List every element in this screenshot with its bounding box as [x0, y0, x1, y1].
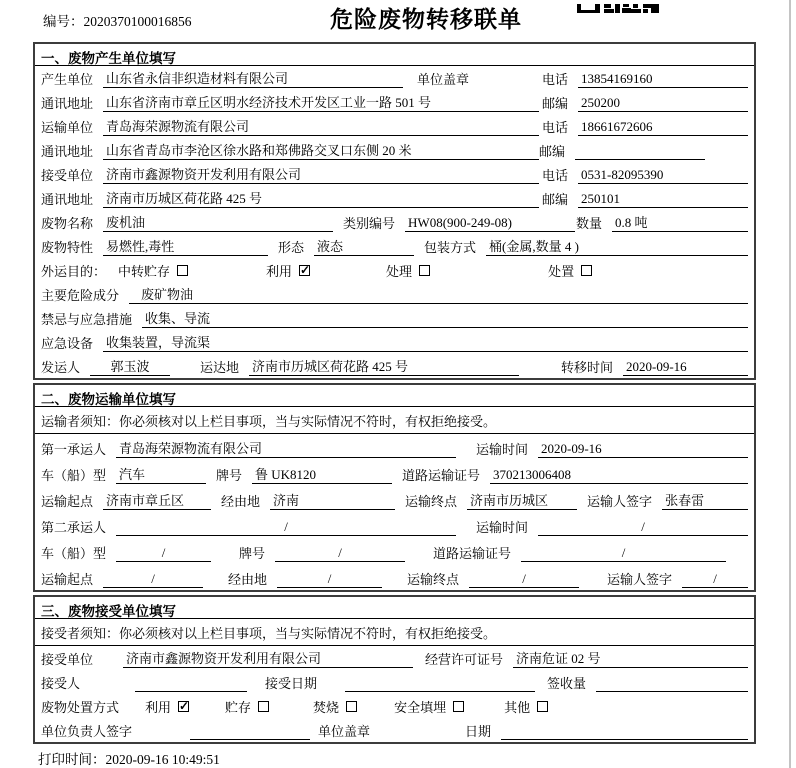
- produce-unit-label: 产生单位: [41, 72, 94, 87]
- section-producer: [33, 42, 756, 380]
- row-leader-sign: [35, 718, 754, 742]
- date-value: [501, 724, 748, 740]
- section-transporter: [33, 383, 756, 592]
- permit-label: 经营许可证号: [425, 652, 504, 667]
- row-route2: [35, 564, 754, 590]
- row-disposal-method: [35, 694, 754, 718]
- acceptor-value: [135, 676, 247, 692]
- leader-sign-label: 单位负责人签字: [41, 724, 133, 739]
- sign1-label: 运输人签字: [587, 494, 653, 509]
- transport-unit-label: 运输单位: [41, 120, 94, 135]
- sign2-label: 运输人签字: [607, 572, 673, 587]
- plate1-value: 鲁 UK8120: [252, 464, 392, 484]
- zip1-value: 250200: [578, 95, 748, 112]
- option-disposal-landfill: [394, 697, 464, 716]
- permit-value: 济南危证 02 号: [513, 648, 748, 668]
- checkbox-disposal-landfill: [453, 701, 464, 712]
- row-receiver-address: [35, 186, 754, 210]
- vehicle2-label: 车（船）型: [41, 546, 107, 561]
- row-waste-name: [35, 210, 754, 234]
- doc-number-label: 编号：: [43, 14, 84, 29]
- row-waste-character: [35, 234, 754, 258]
- section-receiver-title: 三、废物接受单位填写: [35, 597, 754, 619]
- accept-unit-value: 济南市鑫源物资开发利用有限公司: [123, 648, 413, 668]
- vehicle1-label: 车（船）型: [41, 468, 107, 483]
- hazard-label: 主要危险成分: [41, 288, 120, 303]
- waste-name-label: 废物名称: [41, 216, 94, 231]
- time1-label: 运输时间: [475, 442, 528, 457]
- taboo-value: 收集、导流: [142, 308, 748, 328]
- print-time-value: 2020-09-16 10:49:51: [105, 752, 220, 767]
- sign-qty-value: [596, 676, 748, 692]
- phone1-label: 电话: [541, 72, 568, 87]
- via1-label: 经由地: [221, 494, 261, 509]
- character-value: 易燃性,毒性: [103, 236, 268, 256]
- option-utilize: [266, 261, 310, 280]
- sender-value: 郭玉波: [90, 356, 170, 376]
- row-emergency-equipment: [35, 330, 754, 354]
- package-value: 桶(金属,数量 4 ): [486, 236, 748, 256]
- row-transport-unit: [35, 114, 754, 138]
- time2-label: 运输时间: [475, 520, 528, 535]
- row-taboo-measures: [35, 306, 754, 330]
- option-disposal-utilize-label: 利用: [145, 700, 172, 715]
- phone2-label: 电话: [541, 120, 568, 135]
- row-route1: [35, 486, 754, 512]
- start1-label: 运输起点: [41, 494, 94, 509]
- row-vehicle2: [35, 538, 754, 564]
- option-disposal-landfill-label: 安全填埋: [394, 700, 447, 715]
- checkbox-utilize: [299, 265, 310, 276]
- row-receive-unit: [35, 162, 754, 186]
- row-producer-address: [35, 90, 754, 114]
- addr3-value: 济南市历城区荷花路 425 号: [103, 188, 539, 208]
- addr2-label: 通讯地址: [41, 144, 94, 159]
- waste-name-value: 废机油: [103, 212, 333, 232]
- end1-label: 运输终点: [405, 494, 458, 509]
- zip1-label: 邮编: [541, 96, 568, 111]
- transfer-time-label: 转移时间: [560, 360, 613, 375]
- dest-label: 运达地: [200, 360, 240, 375]
- row-hazard-component: [35, 282, 754, 306]
- via2-label: 经由地: [228, 572, 268, 587]
- page-title: 危险废物转移联单: [330, 6, 522, 32]
- start1-value: 济南市章丘区: [103, 490, 211, 510]
- disposal-label: 废物处置方式: [41, 700, 120, 715]
- option-disposal-storage: [225, 697, 269, 716]
- time2-value: /: [538, 519, 748, 536]
- option-dispose-label: 处置: [548, 264, 575, 279]
- row-sender: [35, 354, 754, 378]
- phone3-label: 电话: [541, 168, 568, 183]
- option-disposal-other-label: 其他: [504, 700, 531, 715]
- option-utilize-label: 利用: [266, 264, 293, 279]
- checkbox-transfer-storage: [177, 265, 188, 276]
- accept-date-value: [345, 676, 535, 692]
- receiver-notice: 接受者须知：你必须核对以上栏目事项，当与实际情况不符时，有权拒绝接受。: [35, 619, 754, 646]
- vehicle2-value: /: [116, 545, 211, 562]
- quantity-label: 数量: [575, 216, 602, 231]
- via2-value: /: [277, 571, 382, 588]
- phone1-value: 13854169160: [578, 71, 748, 88]
- carrier1-value: 青岛海荣源物流有限公司: [116, 438, 456, 458]
- carrier2-label: 第二承运人: [41, 520, 107, 535]
- end1-value: 济南市历城区: [467, 490, 577, 510]
- via1-value: 济南: [270, 490, 395, 510]
- checkbox-dispose: [581, 265, 592, 276]
- sign-qty-label: 签收量: [547, 676, 587, 691]
- page-edge-line: [789, 0, 791, 768]
- vehicle1-value: 汽车: [116, 464, 206, 484]
- unit-seal2-label: 单位盖章: [318, 724, 371, 739]
- zip3-value: 250101: [578, 191, 748, 208]
- doc-number: [43, 10, 192, 30]
- purpose-label: 外运目的：: [41, 264, 107, 279]
- checkbox-treat: [419, 265, 430, 276]
- addr1-value: 山东省济南市章丘区明水经济技术开发区工业一路 501 号: [103, 92, 539, 112]
- row-transporter-address: [35, 138, 754, 162]
- checkbox-disposal-other: [537, 701, 548, 712]
- row-vehicle1: [35, 460, 754, 486]
- acceptor-label: 接受人: [41, 676, 81, 691]
- hazard-value: 废矿物油: [129, 284, 748, 304]
- qr-code-partial-icon: [577, 0, 659, 18]
- phone3-value: 0531-82095390: [578, 167, 748, 184]
- carrier2-value: /: [116, 519, 456, 536]
- carrier1-label: 第一承运人: [41, 442, 107, 457]
- transfer-time-value: 2020-09-16: [623, 359, 748, 376]
- option-disposal-storage-label: 贮存: [225, 700, 252, 715]
- transport-unit-value: 青岛海荣源物流有限公司: [103, 116, 539, 136]
- receive-unit-label: 接受单位: [41, 168, 94, 183]
- receive-unit-value: 济南市鑫源物资开发利用有限公司: [103, 164, 539, 184]
- option-transfer-storage-label: 中转贮存: [118, 264, 171, 279]
- row-second-carrier: [35, 512, 754, 538]
- option-disposal-incinerate-label: 焚烧: [313, 700, 340, 715]
- equipment-value: 收集装置，导流渠: [103, 332, 748, 352]
- license2-label: 道路运输证号: [433, 546, 512, 561]
- row-acceptor: [35, 670, 754, 694]
- option-disposal-incinerate: [313, 697, 357, 716]
- sign1-value: 张春雷: [662, 490, 748, 510]
- option-disposal-utilize: [145, 697, 189, 716]
- zip2-value: [575, 144, 705, 160]
- option-disposal-other: [504, 697, 548, 716]
- leader-sign-value: [190, 724, 310, 740]
- form-label: 形态: [278, 240, 305, 255]
- addr1-label: 通讯地址: [41, 96, 94, 111]
- transporter-notice: 运输者须知：你必须核对以上栏目事项，当与实际情况不符时，有权拒绝接受。: [35, 407, 754, 434]
- unit-seal-label: 单位盖章: [417, 72, 470, 87]
- option-transfer-storage: [118, 261, 188, 280]
- time1-value: 2020-09-16: [538, 441, 748, 458]
- accept-date-label: 接受日期: [265, 676, 318, 691]
- license1-label: 道路运输证号: [402, 468, 481, 483]
- option-dispose: [548, 261, 592, 280]
- form-value: 液态: [314, 236, 414, 256]
- row-first-carrier: [35, 434, 754, 460]
- license1-value: 370213006408: [490, 467, 748, 484]
- license2-value: /: [521, 545, 726, 562]
- taboo-label: 禁忌与应急措施: [41, 312, 133, 327]
- end2-value: /: [469, 571, 579, 588]
- produce-unit-value: 山东省永信非织造材料有限公司: [103, 68, 403, 88]
- option-treat-label: 处理: [386, 264, 413, 279]
- category-value: HW08(900-249-08): [405, 215, 575, 232]
- plate2-value: /: [275, 545, 405, 562]
- checkbox-disposal-utilize: [178, 701, 189, 712]
- print-time: [38, 748, 220, 768]
- plate2-label: 牌号: [239, 546, 266, 561]
- quantity-value: 0.8 吨: [612, 212, 748, 232]
- accept-unit-label: 接受单位: [41, 652, 94, 667]
- section-receiver: [33, 595, 756, 744]
- plate1-label: 牌号: [216, 468, 243, 483]
- category-label: 类别编号: [343, 216, 396, 231]
- start2-label: 运输起点: [41, 572, 94, 587]
- option-treat: [386, 261, 430, 280]
- row-accept-unit: [35, 646, 754, 670]
- equipment-label: 应急设备: [41, 336, 94, 351]
- zip3-label: 邮编: [541, 192, 568, 207]
- date-label: 日期: [465, 724, 492, 739]
- doc-number-value: 2020370100016856: [83, 14, 192, 29]
- manifest-form: [33, 42, 756, 747]
- zip2-label: 邮编: [539, 144, 566, 159]
- addr3-label: 通讯地址: [41, 192, 94, 207]
- addr2-value: 山东省青岛市李沧区徐水路和郑佛路交叉口东侧 20 米: [103, 140, 539, 160]
- start2-value: /: [103, 571, 203, 588]
- dest-value: 济南市历城区荷花路 425 号: [249, 356, 519, 376]
- sign2-value: /: [682, 571, 748, 588]
- character-label: 废物特性: [41, 240, 94, 255]
- row-produce-unit: [35, 66, 754, 90]
- end2-label: 运输终点: [407, 572, 460, 587]
- sender-label: 发运人: [41, 360, 81, 375]
- section-producer-title: 一、废物产生单位填写: [35, 44, 754, 66]
- print-time-label: 打印时间：: [38, 752, 106, 767]
- checkbox-disposal-storage: [258, 701, 269, 712]
- checkbox-disposal-incinerate: [346, 701, 357, 712]
- package-label: 包装方式: [424, 240, 477, 255]
- phone2-value: 18661672606: [578, 119, 748, 136]
- section-transporter-title: 二、废物运输单位填写: [35, 385, 754, 407]
- row-outbound-purpose: [35, 258, 754, 282]
